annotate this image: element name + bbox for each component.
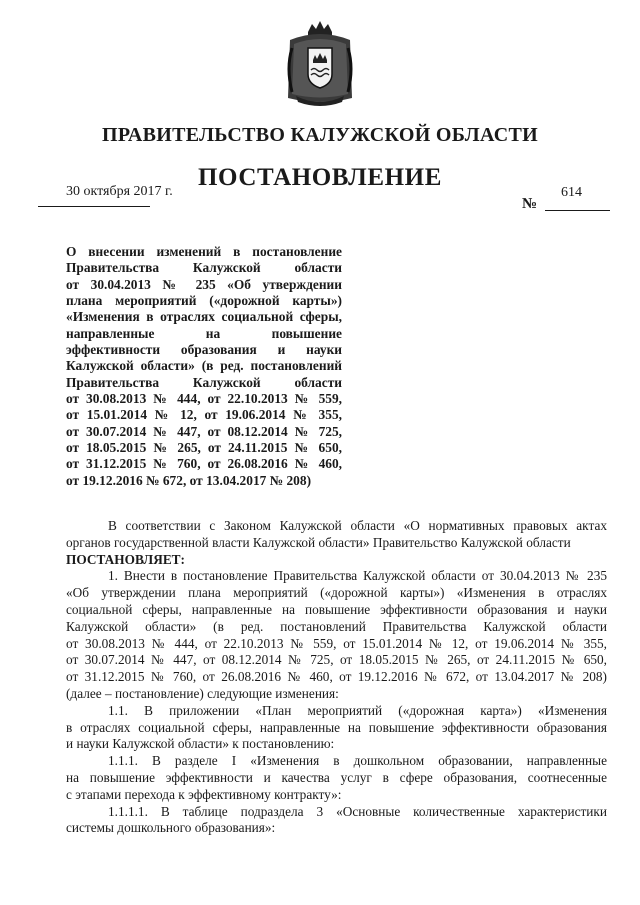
subject-line: направленные на повышение (66, 325, 342, 341)
number-sign: № (522, 196, 538, 212)
subject-line: от 19.12.2016 № 672, от 13.04.2017 № 208) (66, 472, 312, 488)
subject-line: от 30.04.2013 № 235 «Об утверждении (66, 276, 342, 292)
number-underline (545, 210, 610, 211)
document-subject (66, 244, 342, 489)
subject-line: от 31.12.2015 № 760, от 26.08.2016 № 460, (66, 456, 342, 472)
subject-line: О внесении изменений в постановление (66, 244, 342, 259)
coat-of-arms-emblem (282, 18, 358, 106)
item-1-line: «Об утверждении плана мероприятий («дорожной карты») «Изменения в отраслях (66, 585, 607, 601)
item-1-line: (далее – постановление) следующие изменения: (66, 685, 339, 701)
subject-line: от 30.07.2014 № 447, от 08.12.2014 № 725, (66, 423, 342, 439)
preamble-line: органов государственной власти Калужской области» Правительство Калужской области (66, 534, 571, 550)
government-title: ПРАВИТЕЛЬСТВО КАЛУЖСКОЙ ОБЛАСТИ (102, 124, 538, 146)
document-date: 30 октября 2017 г. (66, 184, 173, 199)
subject-line: Правительства Калужской области (66, 374, 342, 390)
item-1-1-line: и науки Калужской области» к постановлению: (66, 736, 335, 752)
subject-line: от 15.01.2014 № 12, от 19.06.2014 № 355, (66, 407, 342, 423)
item-1-1-line: 1.1. В приложении «План мероприятий («дорожная карта») «Изменения (108, 702, 607, 718)
item-1-line: от 30.07.2014 № 447, от 08.12.2014 № 725, от 18.05.2015 № 265, от 24.11.2015 № 650, (66, 652, 607, 668)
item-1-1-1-line: на повышение эффективности и качества услуг в сфере образования, соотнесенные (66, 769, 607, 785)
resolves-word: ПОСТАНОВЛЯЕТ: (66, 551, 185, 567)
item-1-1-1-1-line: системы дошкольного образования»: (66, 820, 276, 836)
item-1-1-1-line: с этапами перехода к эффективному контракту»: (66, 786, 342, 802)
document-type: ПОСТАНОВЛЕНИЕ (197, 164, 443, 191)
item-1-line: Калужской области» (в ред. постановлений Правительства Калужской области (66, 618, 607, 634)
item-1-1-1-1-line: 1.1.1.1. В таблице подраздела 3 «Основные количественные характеристики (108, 803, 607, 819)
subject-line: «Изменения в отраслях социальной сферы, (66, 309, 342, 325)
subject-line: Правительства Калужской области (66, 260, 342, 276)
item-1-line: от 31.12.2015 № 760, от 26.08.2016 № 460, от 19.12.2016 № 672, от 13.04.2017 № 208) (66, 669, 607, 685)
subject-line: от 18.05.2015 № 265, от 24.11.2015 № 650, (66, 440, 342, 456)
subject-line: эффективности образования и науки (66, 342, 342, 358)
item-1-line: 1. Внести в постановление Правительства Калужской области от 30.04.2013 № 235 (108, 568, 607, 584)
item-1-line: социальной сферы, направленные на повышение эффективности образования и науки (66, 601, 607, 617)
item-1-1-line: в отраслях социальной сферы, направленные на повышение эффективности образования (66, 719, 607, 735)
item-1-line: от 30.08.2013 № 444, от 22.10.2013 № 559, от 15.01.2014 № 12, от 19.06.2014 № 355, (66, 635, 607, 651)
date-underline (38, 206, 150, 207)
subject-line: от 30.08.2013 № 444, от 22.10.2013 № 559, (66, 391, 342, 407)
document-number: 614 (561, 185, 582, 200)
preamble-line: В соответствии с Законом Калужской области «О нормативных правовых актах (108, 518, 607, 533)
item-1-1-1-line: 1.1.1. В разделе I «Изменения в дошкольном образовании, направленные (108, 753, 607, 769)
subject-line: плана мероприятий («дорожной карты») (66, 293, 342, 309)
document-body (66, 518, 607, 837)
subject-line: Калужской области» (в ред. постановлений (66, 358, 342, 374)
